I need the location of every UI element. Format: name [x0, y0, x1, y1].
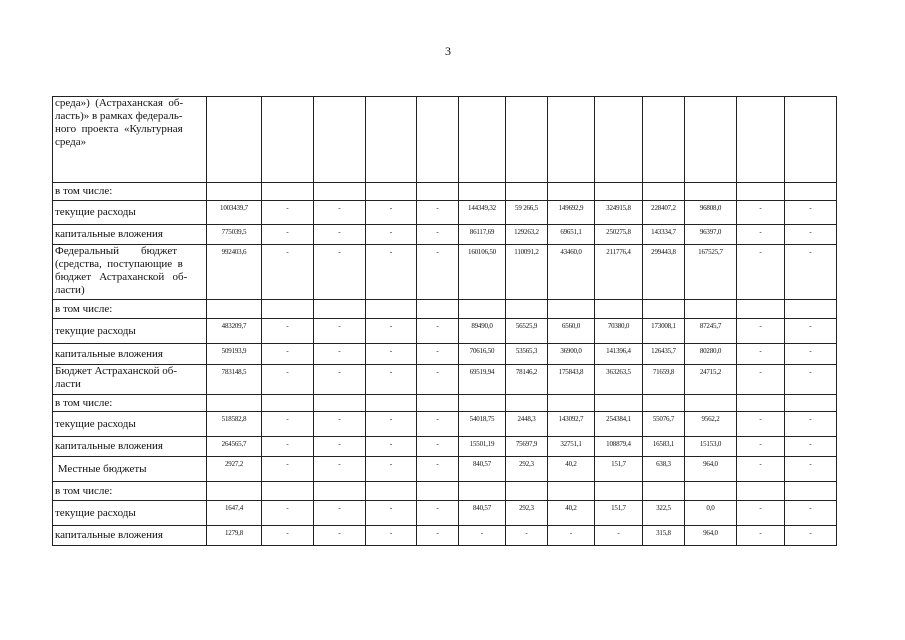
row-label: [53, 457, 207, 482]
table-cell: [459, 300, 506, 319]
table-cell: -: [314, 225, 366, 245]
table-cell: -: [548, 526, 595, 546]
table-cell: -: [785, 365, 837, 395]
table-cell: [506, 395, 548, 412]
row-label-line: ласти): [55, 284, 85, 296]
row-label: [53, 482, 207, 501]
table-cell: [785, 300, 837, 319]
table-cell: -: [737, 319, 785, 344]
table-cell: -: [366, 319, 417, 344]
table-cell: [366, 183, 417, 201]
table-cell: [506, 183, 548, 201]
row-label: [53, 300, 207, 319]
table-cell: [262, 300, 314, 319]
table-cell: [548, 482, 595, 501]
table-cell: -: [314, 437, 366, 457]
table-cell: -: [262, 201, 314, 225]
table-cell: 54018,75: [459, 412, 506, 437]
table-row: [53, 183, 837, 201]
table-cell: -: [314, 201, 366, 225]
table-cell: 86117,69: [459, 225, 506, 245]
table-cell: 324915,8: [595, 201, 643, 225]
table-cell: [417, 300, 459, 319]
table-cell: -: [366, 412, 417, 437]
table-cell: -: [785, 225, 837, 245]
table-cell: 59 266,5: [506, 201, 548, 225]
table-cell: -: [785, 319, 837, 344]
table-cell: [207, 97, 262, 183]
row-label-line: бюджет Астраханской об-: [55, 271, 188, 283]
table-cell: [685, 395, 737, 412]
table-cell: -: [262, 344, 314, 365]
row-label-line: в том числе:: [55, 484, 113, 497]
table-cell: 2927,2: [207, 457, 262, 482]
table-cell: [366, 482, 417, 501]
table-cell: 40,2: [548, 501, 595, 526]
table-cell: [417, 183, 459, 201]
table-cell: -: [737, 412, 785, 437]
table-cell: 24715,2: [685, 365, 737, 395]
table-cell: [262, 395, 314, 412]
table-cell: 143334,7: [643, 225, 685, 245]
table-cell: -: [737, 501, 785, 526]
table-cell: 299443,8: [643, 245, 685, 300]
table-cell: -: [785, 526, 837, 546]
table-cell: [595, 97, 643, 183]
table-cell: 108879,4: [595, 437, 643, 457]
table-cell: -: [737, 526, 785, 546]
table-cell: -: [262, 365, 314, 395]
table-cell: 228407,2: [643, 201, 685, 225]
table-cell: -: [262, 225, 314, 245]
table-cell: 53565,3: [506, 344, 548, 365]
table-cell: 250275,8: [595, 225, 643, 245]
table-cell: 638,3: [643, 457, 685, 482]
table-cell: 483209,7: [207, 319, 262, 344]
table-cell: 775039,5: [207, 225, 262, 245]
row-label-line: (средства, поступающие в: [55, 258, 183, 270]
table-cell: -: [262, 526, 314, 546]
table-cell: -: [314, 457, 366, 482]
table-cell: 129263,2: [506, 225, 548, 245]
table-cell: 70616,50: [459, 344, 506, 365]
row-label-line: ласти: [55, 378, 81, 390]
table-cell: -: [314, 526, 366, 546]
table-cell: 292,3: [506, 501, 548, 526]
table-cell: [737, 482, 785, 501]
table-row: [53, 97, 837, 183]
table-cell: 0,0: [685, 501, 737, 526]
table-cell: 126435,7: [643, 344, 685, 365]
row-label: [53, 395, 207, 412]
table-cell: 964,0: [685, 457, 737, 482]
table-cell: 264565,7: [207, 437, 262, 457]
table-cell: [548, 97, 595, 183]
table-cell: [595, 300, 643, 319]
table-cell: -: [737, 457, 785, 482]
table-cell: -: [737, 245, 785, 300]
table-cell: 15501,19: [459, 437, 506, 457]
table-cell: [314, 183, 366, 201]
table-cell: -: [737, 344, 785, 365]
table-cell: 69651,1: [548, 225, 595, 245]
table-cell: [643, 183, 685, 201]
row-label: [53, 344, 207, 365]
table-cell: 144349,32: [459, 201, 506, 225]
table-cell: [785, 482, 837, 501]
table-cell: 211776,4: [595, 245, 643, 300]
table-cell: -: [262, 412, 314, 437]
table-cell: -: [417, 412, 459, 437]
table-cell: -: [785, 437, 837, 457]
table-cell: -: [262, 319, 314, 344]
row-label-line: ласть)» в рамках федераль-: [55, 110, 183, 122]
row-label: [53, 201, 207, 225]
table-cell: [506, 482, 548, 501]
row-label-line: среда») (Астраханская об-: [55, 97, 184, 109]
table-cell: [314, 97, 366, 183]
table-cell: -: [366, 457, 417, 482]
table-cell: -: [785, 245, 837, 300]
table-cell: -: [262, 245, 314, 300]
table-cell: [314, 482, 366, 501]
table-cell: 964,0: [685, 526, 737, 546]
table-cell: [643, 482, 685, 501]
table-row: [53, 245, 837, 300]
row-label-line: Бюджет Астраханской об-: [55, 365, 178, 377]
table-cell: [737, 97, 785, 183]
table-cell: 32751,1: [548, 437, 595, 457]
table-cell: -: [417, 344, 459, 365]
table-cell: -: [737, 365, 785, 395]
table-row: [53, 225, 837, 245]
table-cell: -: [366, 437, 417, 457]
table-cell: [459, 97, 506, 183]
table-row: [53, 482, 837, 501]
table-cell: [262, 183, 314, 201]
table-cell: 175843,8: [548, 365, 595, 395]
row-label: [53, 412, 207, 437]
row-label-line: текущие расходы: [55, 506, 136, 519]
table-cell: 70380,0: [595, 319, 643, 344]
table-cell: -: [737, 201, 785, 225]
table-cell: [417, 395, 459, 412]
table-cell: [207, 482, 262, 501]
table-cell: -: [595, 526, 643, 546]
table-cell: [417, 97, 459, 183]
table-cell: 2448,3: [506, 412, 548, 437]
table-cell: 6560,0: [548, 319, 595, 344]
table-cell: [785, 97, 837, 183]
table-cell: 43460,0: [548, 245, 595, 300]
table-cell: -: [785, 501, 837, 526]
row-label: [53, 319, 207, 344]
table-cell: -: [785, 344, 837, 365]
table-cell: -: [314, 412, 366, 437]
table-cell: [314, 300, 366, 319]
table-cell: -: [417, 501, 459, 526]
table-cell: [314, 395, 366, 412]
table-cell: 315,8: [643, 526, 685, 546]
table-row: [53, 526, 837, 546]
table-cell: 71659,8: [643, 365, 685, 395]
table-row: [53, 395, 837, 412]
row-label-line: капитальные вложения: [55, 228, 163, 240]
row-label: [53, 526, 207, 546]
row-label: [53, 365, 207, 395]
table-cell: 509193,9: [207, 344, 262, 365]
row-label-line: в том числе:: [55, 185, 113, 197]
table-cell: 36900,0: [548, 344, 595, 365]
table-row: [53, 344, 837, 365]
table-cell: [548, 300, 595, 319]
row-label: [53, 97, 207, 183]
table-cell: 151,7: [595, 501, 643, 526]
row-label-line: в том числе:: [55, 302, 113, 315]
table-cell: [366, 97, 417, 183]
table-cell: -: [506, 526, 548, 546]
table-cell: [417, 482, 459, 501]
table-cell: 15153,0: [685, 437, 737, 457]
table-cell: 292,3: [506, 457, 548, 482]
table-row: [53, 365, 837, 395]
budget-table: [52, 96, 837, 546]
table-cell: [737, 395, 785, 412]
table-cell: 840,57: [459, 457, 506, 482]
table-cell: [506, 300, 548, 319]
table-cell: -: [262, 457, 314, 482]
table-cell: -: [785, 457, 837, 482]
row-label: [53, 225, 207, 245]
table-cell: 151,7: [595, 457, 643, 482]
row-label: [53, 437, 207, 457]
table-cell: -: [417, 319, 459, 344]
table-cell: [366, 300, 417, 319]
table-cell: [207, 300, 262, 319]
row-label-line: среда»: [55, 136, 87, 148]
table-cell: -: [417, 526, 459, 546]
table-cell: -: [314, 501, 366, 526]
table-cell: 96397,0: [685, 225, 737, 245]
table-cell: [595, 183, 643, 201]
table-cell: 40,2: [548, 457, 595, 482]
table-cell: [785, 183, 837, 201]
table-cell: -: [417, 201, 459, 225]
table-cell: [685, 300, 737, 319]
table-cell: -: [262, 437, 314, 457]
table-cell: 87245,7: [685, 319, 737, 344]
table-cell: [548, 183, 595, 201]
table-cell: -: [417, 437, 459, 457]
table-cell: [506, 97, 548, 183]
table-cell: [262, 97, 314, 183]
table-cell: 173008,1: [643, 319, 685, 344]
table-cell: [366, 395, 417, 412]
table-cell: [459, 482, 506, 501]
table-cell: -: [417, 365, 459, 395]
table-row: [53, 412, 837, 437]
table-cell: [643, 300, 685, 319]
table-cell: -: [417, 225, 459, 245]
table-cell: 1647,4: [207, 501, 262, 526]
table-cell: 518582,8: [207, 412, 262, 437]
table-cell: [262, 482, 314, 501]
table-cell: -: [314, 245, 366, 300]
table-row: [53, 501, 837, 526]
table-cell: [595, 482, 643, 501]
table-cell: 143092,7: [548, 412, 595, 437]
row-label-line: ного проекта «Культурная: [55, 123, 183, 135]
table-row: [53, 319, 837, 344]
table-cell: [685, 482, 737, 501]
row-label-line: в том числе:: [55, 396, 113, 409]
page-number: 3: [445, 44, 451, 58]
row-label: [53, 183, 207, 201]
row-label-line: капитальные вложения: [55, 529, 163, 541]
table-cell: [737, 183, 785, 201]
row-label-line: Местные бюджеты: [55, 462, 147, 475]
table-cell: -: [366, 344, 417, 365]
table-cell: [207, 183, 262, 201]
table-cell: 1003439,7: [207, 201, 262, 225]
table-cell: 69519,94: [459, 365, 506, 395]
table-cell: 16583,1: [643, 437, 685, 457]
table-cell: 75697,9: [506, 437, 548, 457]
table-cell: 9562,2: [685, 412, 737, 437]
table-cell: -: [366, 225, 417, 245]
table-cell: [459, 395, 506, 412]
table-cell: 322,5: [643, 501, 685, 526]
table-cell: -: [366, 245, 417, 300]
table-cell: 80280,0: [685, 344, 737, 365]
table-cell: 149692,9: [548, 201, 595, 225]
table-cell: -: [785, 412, 837, 437]
table-cell: -: [314, 319, 366, 344]
table-row: [53, 457, 837, 482]
table-cell: -: [417, 457, 459, 482]
table-cell: 55076,7: [643, 412, 685, 437]
table-cell: 160106,50: [459, 245, 506, 300]
table-cell: [643, 97, 685, 183]
table-cell: 840,57: [459, 501, 506, 526]
table-cell: [595, 395, 643, 412]
table-cell: 254384,1: [595, 412, 643, 437]
table-cell: 96808,0: [685, 201, 737, 225]
table-cell: -: [737, 437, 785, 457]
table-cell: [737, 300, 785, 319]
row-label-line: текущие расходы: [55, 324, 136, 337]
table-cell: [685, 97, 737, 183]
table-cell: -: [417, 245, 459, 300]
table-row: [53, 437, 837, 457]
table-cell: -: [459, 526, 506, 546]
row-label-line: текущие расходы: [55, 206, 136, 218]
table-row: [53, 300, 837, 319]
table-cell: 363263,5: [595, 365, 643, 395]
table-cell: -: [737, 225, 785, 245]
table-cell: -: [366, 365, 417, 395]
table-cell: [459, 183, 506, 201]
table-cell: [548, 395, 595, 412]
table-cell: 89490,0: [459, 319, 506, 344]
row-label: [53, 501, 207, 526]
row-label-line: капитальные вложения: [55, 440, 163, 452]
table-cell: 1279,8: [207, 526, 262, 546]
table-cell: [685, 183, 737, 201]
row-label: [53, 245, 207, 300]
table-cell: [643, 395, 685, 412]
row-label-line: капитальные вложения: [55, 347, 163, 360]
row-label-line: Федеральный бюджет: [55, 245, 178, 257]
table-cell: [785, 395, 837, 412]
table-cell: -: [785, 201, 837, 225]
table-cell: 141396,4: [595, 344, 643, 365]
row-label-line: текущие расходы: [55, 417, 136, 430]
table-cell: -: [366, 201, 417, 225]
table-cell: -: [314, 344, 366, 365]
table-cell: 167525,7: [685, 245, 737, 300]
table-row: [53, 201, 837, 225]
table-cell: 110091,2: [506, 245, 548, 300]
table-cell: -: [366, 501, 417, 526]
table-cell: -: [262, 501, 314, 526]
table-cell: 783148,5: [207, 365, 262, 395]
table-cell: -: [314, 365, 366, 395]
table-cell: 992403,6: [207, 245, 262, 300]
table-cell: -: [366, 526, 417, 546]
table-cell: [207, 395, 262, 412]
table-cell: 56525,9: [506, 319, 548, 344]
table-cell: 78146,2: [506, 365, 548, 395]
